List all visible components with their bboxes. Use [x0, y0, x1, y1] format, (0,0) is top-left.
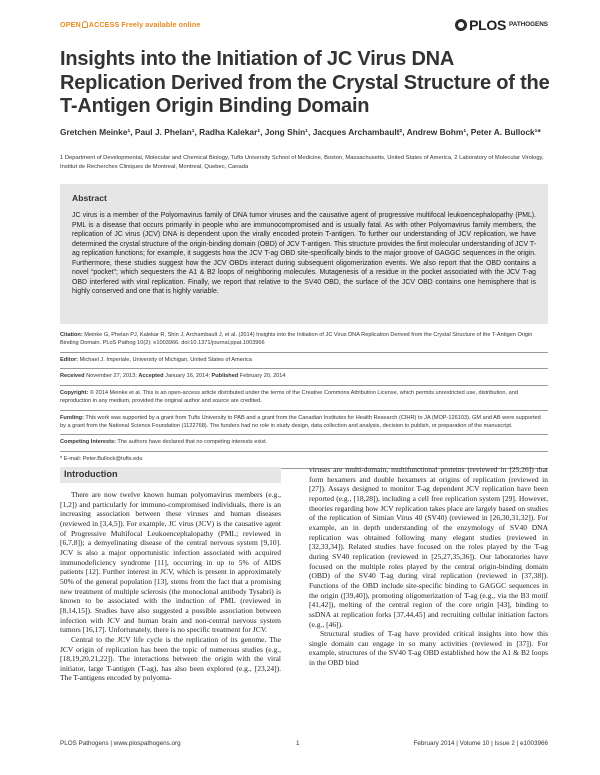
- journal-logo-text: PLOS: [469, 16, 507, 33]
- copyright: [60, 390, 548, 406]
- divider: [60, 434, 548, 435]
- divider: [60, 368, 548, 369]
- right-column: [309, 465, 548, 668]
- funding: [60, 415, 548, 431]
- left-column: [60, 490, 281, 683]
- published-label: Published: [211, 373, 239, 380]
- paragraph: Structural studies of T-ag have provided critical insights into how this single domain can engage in so many activities (reviewed in [37]). For example, structures of the SV40 T-ag OBD established how the A1 & B2 loops in the OBD bind: [309, 629, 548, 668]
- divider: [60, 352, 548, 353]
- author-list: Gretchen Meinke¹, Paul J. Phelan¹, Radha Kalekar¹, Jong Shin¹, Jacques Archambault², Andrew Bohm¹, Peter A. Bullock¹*: [60, 127, 541, 137]
- editor-text: Michael J. Imperiale, University of Michigan, United States of America: [79, 356, 252, 363]
- journal-header: [60, 18, 548, 36]
- funding-text: This work was supported by a grant from Tufts University to PAB and a grant from the Canadian Institutes for Health Research (CIHR) to JA (MOP-126103). GM and AB were supported by a grant from the National Science Foundation (1122768). The funders had no role in study design, data collection and analysis, decision to publish, or preparation of the manuscript.: [60, 414, 541, 429]
- paragraph: Central to the JCV life cycle is the replication of its genome. The JCV origin of replication has been the topic of numerous studies (e.g., [18,19,20,21,22]). The interactions between the origin with the viral initiator, large T-antigen (T-ag), has also been explored (e.g., [23,24]). The T-antigens encoded by polyoma-: [60, 634, 281, 683]
- page-number: 1: [296, 740, 300, 747]
- dates: [60, 373, 548, 381]
- accepted-label: Accepted: [138, 373, 164, 380]
- citation-text: Meinke G, Phelan PJ, Kalekar R, Shin J, Archambault J, et al. (2014) Insights into the Initiation of JC Virus DNA Replication Derived from the Crystal Structure of the T-Antigen Origin Binding Domain. PLoS Pathog 10(2): e1003966. doi:10.1371/journal.ppat.1003966: [60, 332, 533, 346]
- affiliations: 1 Department of Developmental, Molecular and Chemical Biology, Tufts University School of Medicine, Boston, Massachusetts, United States of America, 2 Laboratory of Molecular Virology, Institut de Recherches Cliniques de Montreal, Montreal, Quebec, Canada: [60, 155, 544, 170]
- copyright-label: Copyright:: [60, 390, 89, 397]
- open-access-text: ACCESS Freely available online: [88, 20, 201, 29]
- journal-logo: [455, 16, 548, 32]
- paragraph: There are now twelve known human polyomavirus members (e.g., [1,2]) and particularly for immuno-compromised individuals, there is an increasing association between these viruses and human diseases (reviewed in [3,4,5]). For example, JC virus (JCV) is the causative agent of Progressive Multifocal Leukoencephalopathy (PML; reviewed in [6,7,8]); a demyelinating disease of the central nervous system [9,10]. JCV is also a major opportunistic infection associated with acquired immunodeficiency syndrome [11], occurring in up to 5% of AIDS patients [12]. Further interest in JCV, which is present in approximately 50% of the general population [13], stems from the fact that a promising new treatment of multiple sclerosis (the monoclonal antibody Tysabri) is known to be associated with the induction of PML (reviewed in [8,14,15]). Studies have also suggested a possible association between infection with JCV and human brain and non-central nervous system tumors [16,17]. Unfortunately, there is no specific treatment for JCV.: [60, 490, 281, 635]
- introduction-heading-box: [60, 467, 281, 483]
- editor: [60, 357, 548, 365]
- published-date: February 20, 2014: [239, 373, 286, 380]
- accepted-date: January 16, 2014;: [165, 373, 210, 380]
- article-metadata: [60, 332, 548, 473]
- footer-journal: PLOS Pathogens | www.plospathogens.org: [60, 740, 181, 747]
- editor-label: Editor:: [60, 356, 79, 363]
- competing-interests: [60, 439, 548, 447]
- abstract-box: [60, 184, 548, 324]
- abstract-heading: Abstract: [72, 193, 107, 203]
- funding-label: Funding:: [60, 414, 84, 421]
- abstract-text: JC virus is a member of the Polyomavirus family of DNA tumor viruses and the causative agent of progressive multifocal leukoencephalopathy (PML). PML is a disease that occurs primarily in people who are immunocompromised and is usually fatal. As with other Polyomavirus family members, the replication of JC virus (JCV) DNA is dependent upon the virally encoded protein T-antigen. To further our understanding of JCV replication, we have determined the crystal structure of the origin-binding domain (OBD) of JCV T-antigen. This structure provides the first molecular understanding of JCV T-ag replication functions; for example, it suggests how the JCV T-ag OBD site-specifically binds to the major groove of GAGGC sequences in the origin. Furthermore, these studies suggest how the JCV OBDs interact during subsequent oligomerization events. We also report that the OBD contains a novel “pocket”; which sequesters the A1 & B2 loops of neighboring molecules. Mutagenesis of a residue in the pocket associated with the JCV T-ag OBD interfered with viral replication. Finally, we report that relative to the SV40 OBD, the surface of the JCV OBD contains one hemisphere that is highly conserved and one that is highly variable.: [72, 212, 536, 295]
- journal-name: PATHOGENS: [509, 21, 548, 29]
- citation: [60, 332, 548, 348]
- open-access-label: OPEN: [60, 20, 81, 29]
- paragraph: viruses are multi-domain, multifunctional proteins (reviewed in [25,26]) that form hexamers and double hexamers at origins of replication (reviewed in [27]). Assays designed to monitor T-ag dependent JCV replication have been reported (e.g., [18,28]), including a cell free replication system [29]. However, theories regarding how JCV replication takes place are largely based on studies of the replication of Simian Virus 40 (SV40) (reviewed in [26,30,31,32]). For example, an in depth understanding of the enzymology of SV40 DNA replication was obtained following many elegant studies (reviewed in [32,33,34]). Related studies have focused on the roles played by the T-ag during SV40 replication (reviewed in [25,27,35,36]). Our laboratories have focused on the multiple roles played by the central origin-binding domain (OBD) of the SV40 T-ag during viral replication (reviewed in [37,38]). Functions of the OBD include site-specific binding to GAGGC sequences in the origin ([39,40]), promoting oligomerization of T-ag (e.g., via the B3 motif [41,42]), melting of the central region of the core origin [43], binding to ssDNA at replication forks [37,44,45] and recruiting cellular initiation factors (e.g., [46]).: [309, 465, 548, 629]
- open-access-badge: [60, 20, 200, 29]
- divider: [60, 385, 548, 386]
- divider: [60, 410, 548, 411]
- competing-label: Competing Interests:: [60, 439, 116, 446]
- copyright-text: © 2014 Meinke et al. This is an open-access article distributed under the terms of the Creative Commons Attribution License, which permits unrestricted use, distribution, and reproduction in any medium, provided the original author and source are credited.: [60, 390, 518, 404]
- received-date: November 27, 2013;: [86, 373, 137, 380]
- divider: [60, 451, 548, 452]
- footer-issue: February 2014 | Volume 10 | Issue 2 | e1003966: [413, 740, 548, 747]
- contact-email[interactable]: * E-mail: Peter.Bullock@tufts.edu: [60, 456, 143, 463]
- introduction-heading: Introduction: [64, 469, 118, 479]
- received-label: Received: [60, 373, 85, 380]
- open-lock-icon: [82, 21, 88, 28]
- article-title: Insights into the Initiation of JC Virus DNA Replication Derived from the Crystal Structure of the T-Antigen Origin Binding Domain: [60, 48, 550, 117]
- plos-logo-icon: [455, 19, 467, 31]
- competing-text: The authors have declared that no competing interests exist.: [117, 439, 268, 446]
- citation-label: Citation:: [60, 332, 83, 338]
